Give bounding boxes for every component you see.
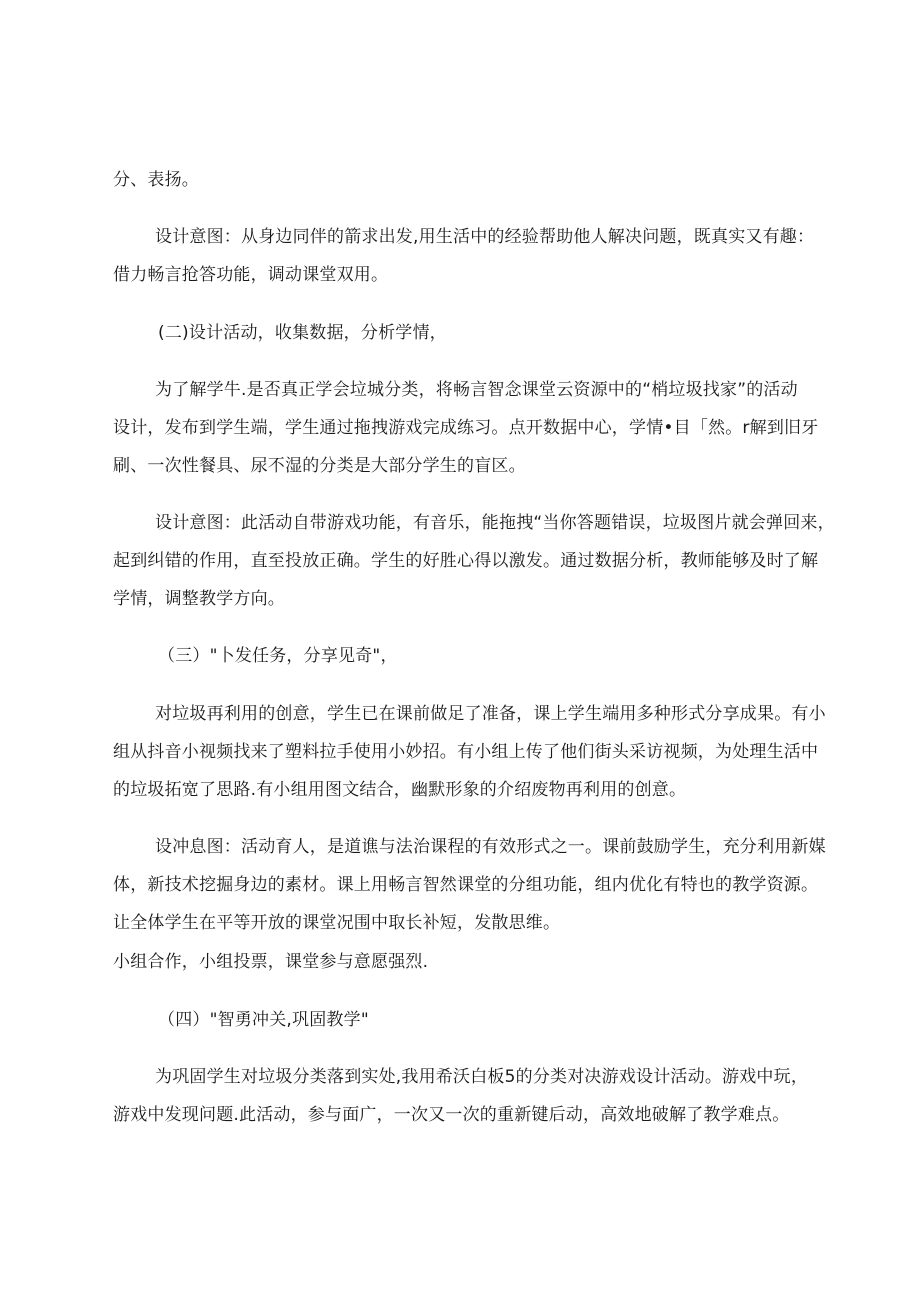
text-line: 的垃圾拓宽了思路.有小组用图文结合，幽默形象的介绍废物再利用的创意。 — [113, 780, 687, 800]
text-line: 设冲息图：活动育人，是道谯与法治课程的有效形式之一。课前鼓励学生，充分利用新媒 — [155, 837, 826, 857]
text-line: 为了解学牛.是否真正学会垃城分类，将畅言智念课堂云资源中的“梢垃圾找家”的活动 — [155, 380, 798, 400]
text-line: 让全体学生在平等开放的课堂况围中取长补短，发散思维。 — [113, 913, 561, 933]
text-line: 借力畅言抢答功能，调动课堂双用。 — [113, 265, 389, 285]
text-line: 体，新技术挖掘身边的素材。课上用畅言智然课堂的分组功能，组内优化有特也的教学资源。 — [113, 875, 819, 895]
text-line: 起到纠错的作用，直至投放正确。学生的好胜心得以激发。通过数据分析，教师能够及时了解 — [113, 551, 819, 571]
section-heading: （四）"智勇冲关,巩固教学" — [158, 1010, 369, 1030]
text-line: 小组合作，小组投票，课堂参与意愿强烈. — [113, 952, 429, 972]
section-heading: (二)设计活动，收集数据，分析学情， — [158, 323, 447, 343]
text-line: 设计意图：从身边同伴的箭求出发,用生活中的经验帮助他人解决问题，既真实又有趣： — [155, 227, 815, 247]
text-line: 分、表扬。 — [113, 170, 199, 190]
section-heading: （三）"卜发任务，分享见奇"， — [158, 646, 398, 666]
text-line: 刷、一次性餐具、尿不湿的分类是大部分学生的盲区。 — [113, 456, 526, 476]
text-line: 设计意图：此活动自带游戏功能，有音乐，能拖拽“当你答题错误，垃圾图片就会弹回来， — [155, 513, 835, 533]
text-line: 学情，调整教学方向。 — [113, 589, 285, 609]
text-line: 游戏中发现问题.此活动，参与面广，一次又一次的重新键后动，高效地破解了教学难点。 — [113, 1105, 790, 1125]
text-line: 设计，发布到学生端，学生通过拖拽游戏完成练习。点开数据中心，学情•目「然。r解到旧牙 — [113, 418, 819, 438]
text-line: 组从抖音小视频找来了塑料拉手使用小妙招。有小组上传了他们街头采访视频，为处理生活中 — [113, 742, 819, 762]
text-line: 为巩固学生对垃圾分类落到实处,我用希沃白板5的分类对决游戏设计活动。游戏中玩， — [155, 1067, 809, 1087]
text-line: 对垃圾再利用的创意，学生已在课前做足了准备，课上学生端用多种形式分享成果。有小 — [155, 704, 826, 724]
